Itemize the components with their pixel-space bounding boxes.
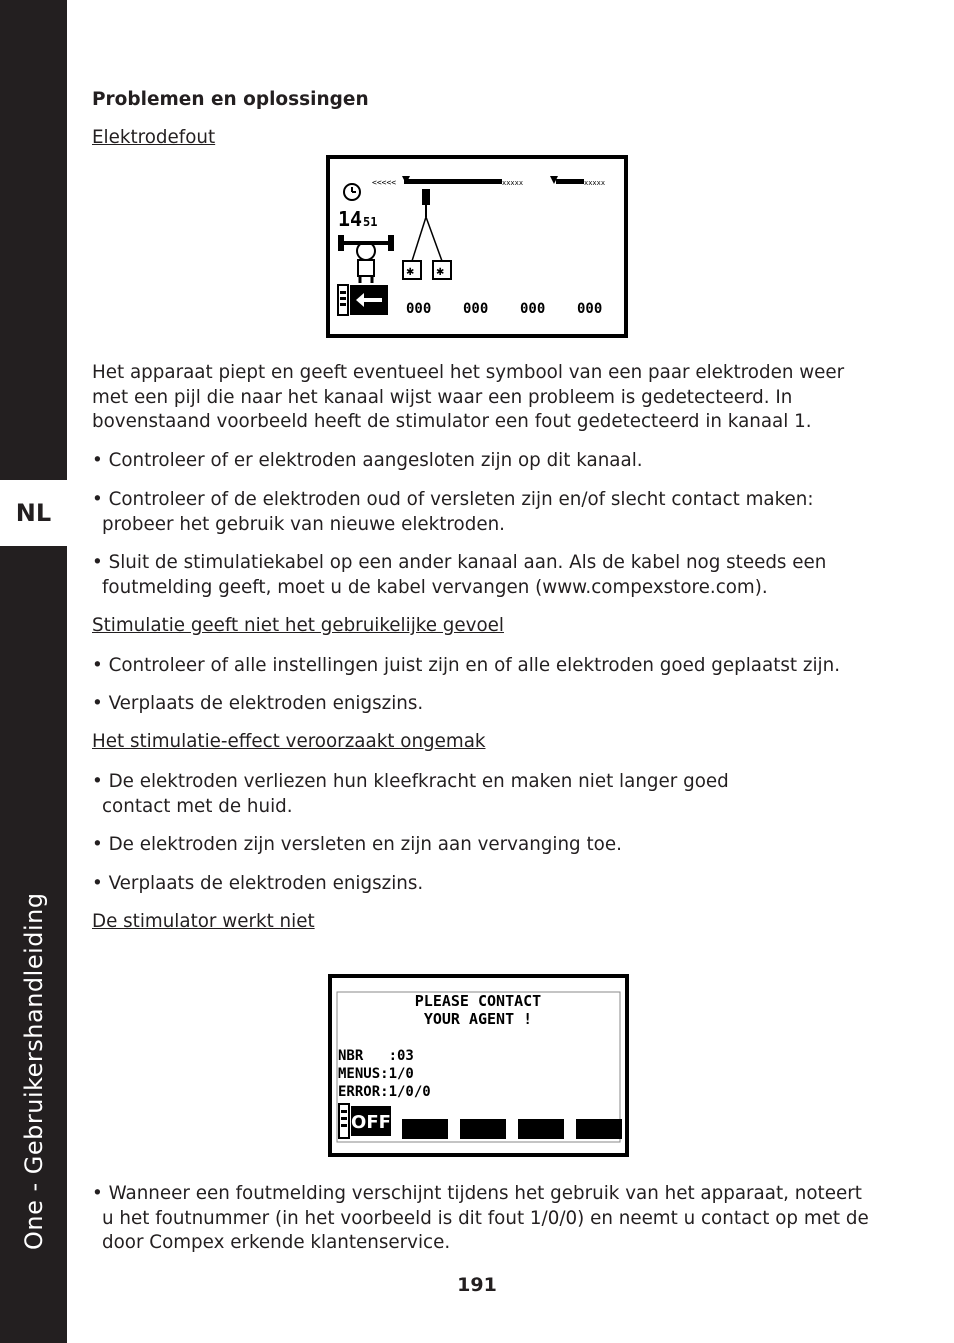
- section-elektrodefout-title: Elektrodefout: [92, 127, 216, 148]
- bullet: • Verplaats de elektroden enigszins.: [92, 873, 424, 894]
- section-stimulatie-gevoel-title: Stimulatie geeft niet het gebruikelijke gevoel: [92, 615, 504, 636]
- lcd-error-graphic: [332, 978, 625, 1153]
- section1-paragraph: Het apparaat piept en geeft eventueel het symbool van een paar elektroden weer met een pijl die naar het kanaal wijst waar een probleem is gedetecteerd. In bovenstaand voorbeeld heeft de stimulator een fout gedetecteerd in kanaal 1.: [92, 362, 845, 432]
- lcd-error-screen: [328, 974, 629, 1157]
- bullet: • De elektroden verliezen hun kleefkracht en maken niet langer goed contact met de huid.: [92, 771, 729, 817]
- lcd-menus: MENUS:1/0: [338, 1066, 414, 1082]
- page-number: 191: [457, 1274, 497, 1296]
- section-ongemak-title: Het stimulatie-effect veroorzaakt ongemak: [92, 731, 486, 752]
- bullet: • Controleer of er elektroden aangesloten zijn op dit kanaal.: [92, 450, 643, 471]
- lcd-error: ERROR:1/0/0: [338, 1084, 431, 1100]
- lcd-time-hours: 14: [338, 207, 363, 231]
- lcd-electrode-fault: [326, 155, 628, 338]
- main-content: [92, 88, 872, 113]
- bullet: • Controleer of de elektroden oud of versleten zijn en/of slecht contact maken: probeer het gebruik van nieuwe elektroden.: [92, 489, 814, 535]
- page-heading: Problemen en oplossingen: [92, 89, 369, 110]
- lcd-electrode-fault-graphic: [330, 159, 624, 334]
- lcd-channel-2: 000: [463, 301, 489, 317]
- lcd-channel-3: 000: [520, 301, 546, 317]
- lcd-channel-1: 000: [406, 301, 432, 317]
- weightlifter-icon: [338, 235, 394, 283]
- svg-text:<<<<<: <<<<<: [372, 178, 397, 187]
- language-tab: NL: [0, 480, 67, 546]
- lcd-time-minutes: 51: [363, 215, 378, 229]
- bullet: • Sluit de stimulatiekabel op een ander kanaal aan. Als de kabel nog steeds een foutmelding geeft, moet u de kabel vervangen (www.compexstore.com).: [92, 552, 827, 598]
- lcd-line-2: YOUR AGENT !: [423, 1010, 533, 1028]
- bullet: • Verplaats de elektroden enigszins.: [92, 693, 424, 714]
- bullet: • Controleer of alle instellingen juist zijn en of alle elektroden goed geplaatst zijn.: [92, 655, 841, 676]
- battery-icon: [339, 1104, 349, 1138]
- sidebar: [0, 0, 67, 1343]
- svg-text:xxxxx: xxxxx: [502, 179, 524, 187]
- bullet: • Wanneer een foutmelding verschijnt tijdens het gebruik van het apparaat, noteert u het foutnummer (in het voorbeeld is dit fout 1/0/0) en neemt u contact op met de door Compex erkende klantenservice.: [92, 1183, 869, 1253]
- section-werkt-niet-title: De stimulator werkt niet: [92, 911, 315, 932]
- lcd-nbr: NBR :03: [338, 1048, 414, 1064]
- electrode-pair-icon: [403, 189, 451, 279]
- svg-text:xxxxx: xxxxx: [584, 179, 606, 187]
- lcd-line-1: PLEASE CONTACT: [414, 992, 542, 1010]
- lcd-off-label: OFF: [351, 1112, 391, 1133]
- bullet: • De elektroden zijn versleten en zijn aan vervanging toe.: [92, 834, 622, 855]
- manual-title: One - Gebruikershandleiding: [20, 892, 48, 1250]
- svg-text:✱: ✱: [406, 267, 415, 278]
- lcd-channel-4: 000: [577, 301, 603, 317]
- svg-text:✱: ✱: [436, 267, 445, 278]
